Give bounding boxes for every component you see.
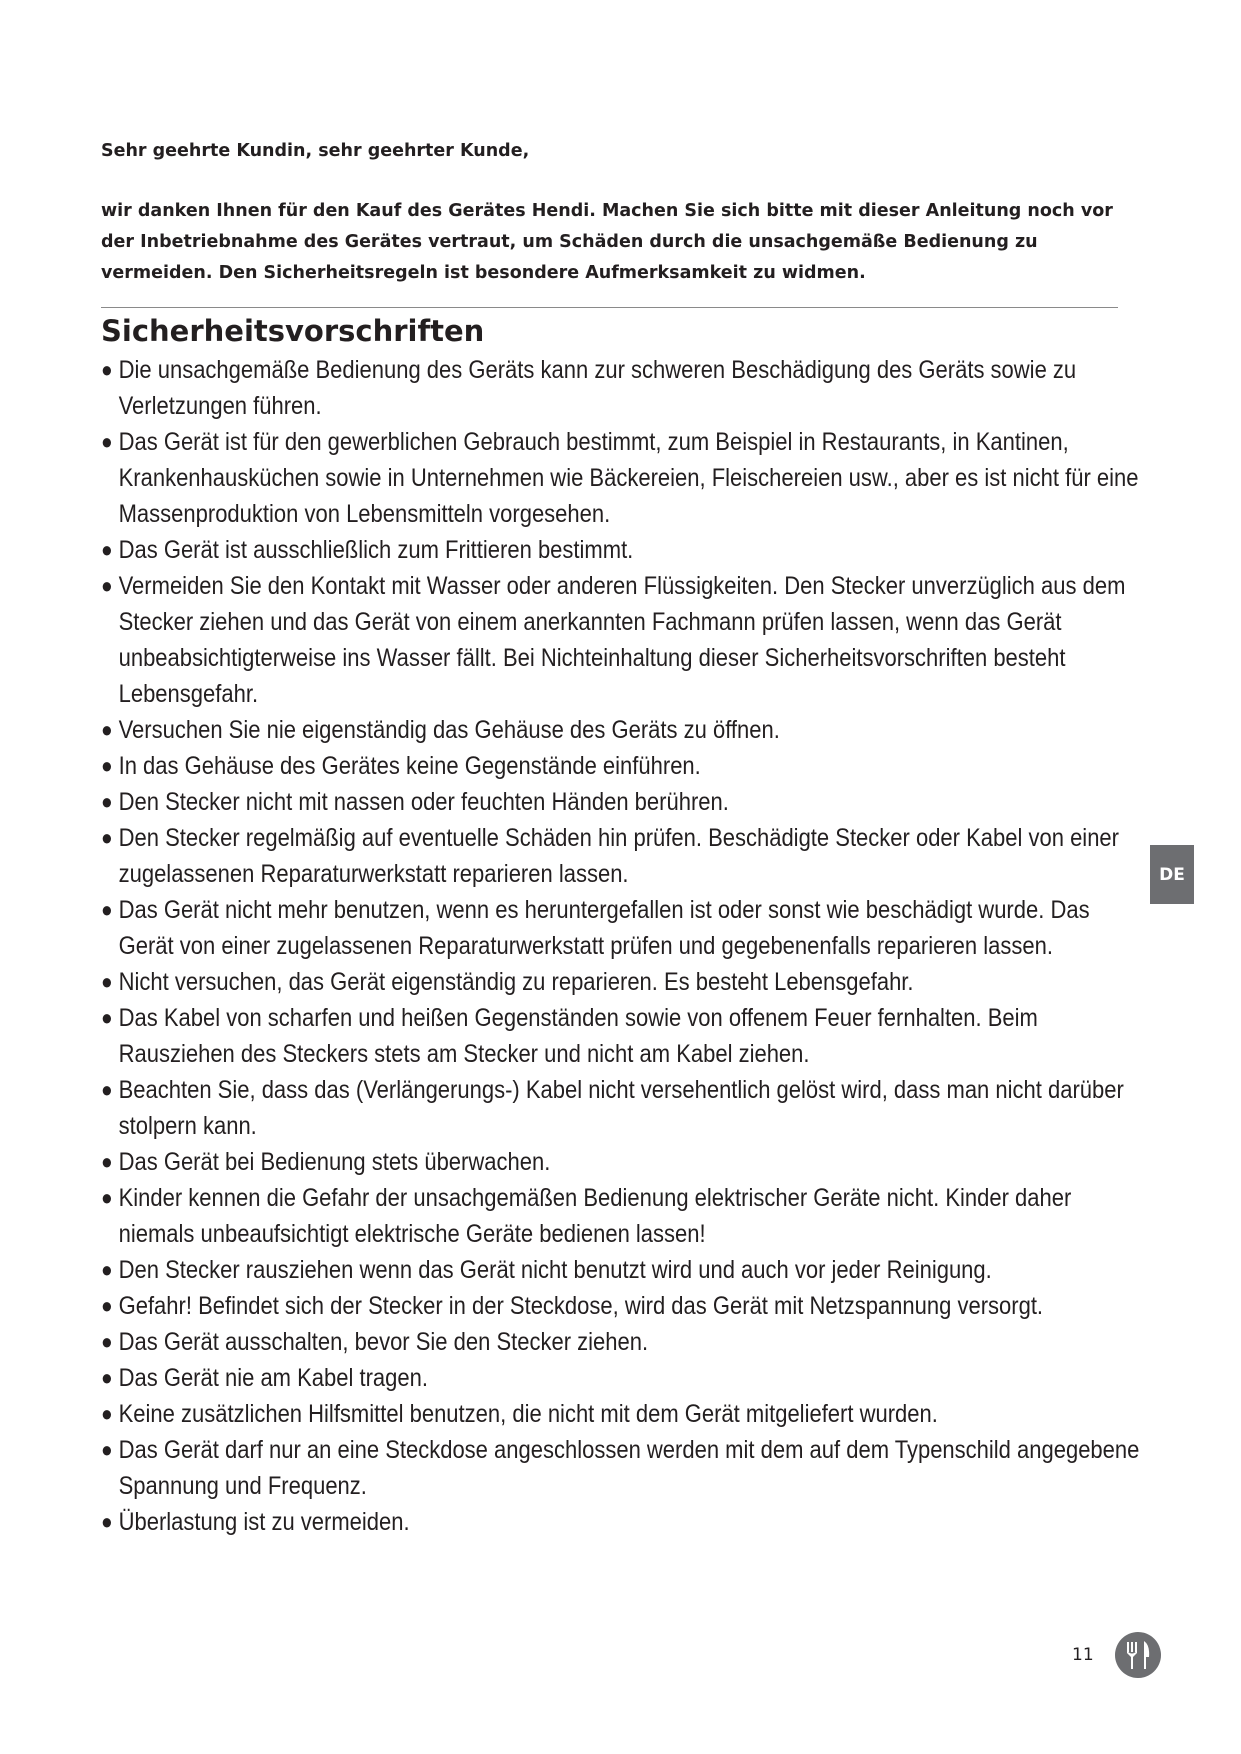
list-item-text: Den Stecker nicht mit nassen oder feuchten Händen berühren. (118, 788, 729, 816)
bullet-icon: ● (101, 1437, 113, 1462)
bullet-icon: ● (101, 969, 113, 994)
bullet-icon: ● (101, 789, 113, 814)
list-item (101, 1396, 1139, 1432)
language-tab: DE (1150, 845, 1194, 904)
bullet-icon: ● (101, 1401, 113, 1426)
list-item (101, 1360, 1139, 1396)
list-item-text: Beachten Sie, dass das (Verlängerungs-) Kabel nicht versehentlich gelöst wird, dass man nicht darüber stolpern kann. (118, 1076, 1124, 1140)
bullet-icon: ● (101, 1293, 113, 1318)
divider (101, 307, 1118, 308)
list-item (101, 352, 1139, 424)
bullet-icon: ● (101, 1365, 113, 1390)
list-item (101, 1072, 1139, 1144)
list-item (101, 1144, 1139, 1180)
list-item-text: Das Gerät nie am Kabel tragen. (118, 1364, 428, 1392)
list-item (101, 1432, 1139, 1504)
list-item-text: Das Gerät ist für den gewerblichen Gebrauch bestimmt, zum Beispiel in Restaurants, in Kantinen, Krankenhausküchen sowie in Unternehmen wie Bäckereien, Fleischereien usw., aber es ist nicht für eine Massenproduktion von Lebensmitteln vorgesehen. (118, 428, 1139, 528)
bullet-icon: ● (101, 1005, 113, 1030)
bullet-icon: ● (101, 357, 113, 382)
list-item-text: Das Gerät ist ausschließlich zum Frittieren bestimmt. (118, 536, 634, 564)
list-item (101, 1324, 1139, 1360)
list-item (101, 748, 1139, 784)
list-item (101, 712, 1139, 748)
list-item-text: Das Gerät darf nur an eine Steckdose angeschlossen werden mit dem auf dem Typenschild angegebene Spannung und Frequenz. (118, 1436, 1140, 1500)
bullet-icon: ● (101, 1509, 113, 1534)
bullet-icon: ● (101, 573, 113, 598)
list-item-text: Das Gerät nicht mehr benutzen, wenn es heruntergefallen ist oder sonst wie beschädigt wurde. Das Gerät von einer zugelassenen Reparaturwerkstatt prüfen und gegebenenfalls reparieren lassen. (118, 896, 1090, 960)
fork-knife-logo-icon (1114, 1631, 1162, 1679)
safety-rules-list (101, 352, 1139, 1540)
bullet-icon: ● (101, 1257, 113, 1282)
bullet-icon: ● (101, 897, 113, 922)
list-item (101, 568, 1139, 712)
list-item (101, 1504, 1139, 1540)
list-item (101, 1252, 1139, 1288)
greeting: Sehr geehrte Kundin, sehr geehrter Kunde, (101, 141, 530, 161)
list-item (101, 1000, 1139, 1072)
list-item-text: Den Stecker regelmäßig auf eventuelle Schäden hin prüfen. Beschädigte Stecker oder Kabel von einer zugelassenen Reparaturwerkstatt reparieren lassen. (118, 824, 1119, 888)
bullet-icon: ● (101, 1185, 113, 1210)
list-item-text: Vermeiden Sie den Kontakt mit Wasser oder anderen Flüssigkeiten. Den Stecker unverzüglich aus dem Stecker ziehen und das Gerät von einem anerkannten Fachmann prüfen lassen, wenn das Gerät unbeabsichtigterweise ins Wasser fällt. Bei Nichteinhaltung dieser Sicherheitsvorschriften besteht Lebensgefahr. (118, 572, 1126, 708)
list-item-text: Gefahr! Befindet sich der Stecker in der Steckdose, wird das Gerät mit Netzspannung versorgt. (118, 1292, 1044, 1320)
list-item-text: Das Kabel von scharfen und heißen Gegenständen sowie von offenem Feuer fernhalten. Beim Rausziehen des Steckers stets am Stecker und nicht am Kabel ziehen. (118, 1004, 1038, 1068)
bullet-icon: ● (101, 753, 113, 778)
bullet-icon: ● (101, 1077, 113, 1102)
bullet-icon: ● (101, 825, 113, 850)
list-item-text: Versuchen Sie nie eigenständig das Gehäuse des Geräts zu öffnen. (118, 716, 780, 744)
list-item-text: Kinder kennen die Gefahr der unsachgemäßen Bedienung elektrischer Geräte nicht. Kinder daher niemals unbeaufsichtigt elektrische Geräte bedienen lassen! (118, 1184, 1072, 1248)
list-item-text: Nicht versuchen, das Gerät eigenständig zu reparieren. Es besteht Lebensgefahr. (118, 968, 914, 996)
page-number: 11 (1072, 1645, 1094, 1665)
bullet-icon: ● (101, 717, 113, 742)
list-item-text: Das Gerät ausschalten, bevor Sie den Stecker ziehen. (118, 1328, 649, 1356)
list-item-text: Das Gerät bei Bedienung stets überwachen. (118, 1148, 551, 1176)
list-item (101, 964, 1139, 1000)
bullet-icon: ● (101, 1149, 113, 1174)
list-item-text: Überlastung ist zu vermeiden. (118, 1508, 410, 1536)
list-item-text: Den Stecker rausziehen wenn das Gerät nicht benutzt wird und auch vor jeder Reinigung. (118, 1256, 992, 1284)
list-item (101, 532, 1139, 568)
bullet-icon: ● (101, 537, 113, 562)
bullet-icon: ● (101, 1329, 113, 1354)
list-item-text: In das Gehäuse des Gerätes keine Gegenstände einführen. (118, 752, 701, 780)
list-item (101, 892, 1139, 964)
intro-paragraph: wir danken Ihnen für den Kauf des Gerätes Hendi. Machen Sie sich bitte mit dieser Anleitung noch vor der Inbetriebnahme des Gerätes vertraut, um Schäden durch die unsachgemäße Bedienung zu vermeiden. Den Sicherheitsregeln ist besondere Aufmerksamkeit zu widmen. (101, 201, 1113, 283)
list-item-text: Die unsachgemäße Bedienung des Geräts kann zur schweren Beschädigung des Geräts sowie zu Verletzungen führen. (118, 356, 1077, 420)
section-title: Sicherheitsvorschriften (101, 314, 485, 348)
list-item-text: Keine zusätzlichen Hilfsmittel benutzen, die nicht mit dem Gerät mitgeliefert wurden. (118, 1400, 938, 1428)
list-item (101, 424, 1139, 532)
bullet-icon: ● (101, 429, 113, 454)
list-item (101, 1180, 1139, 1252)
list-item (101, 1288, 1139, 1324)
list-item (101, 820, 1139, 892)
list-item (101, 784, 1139, 820)
